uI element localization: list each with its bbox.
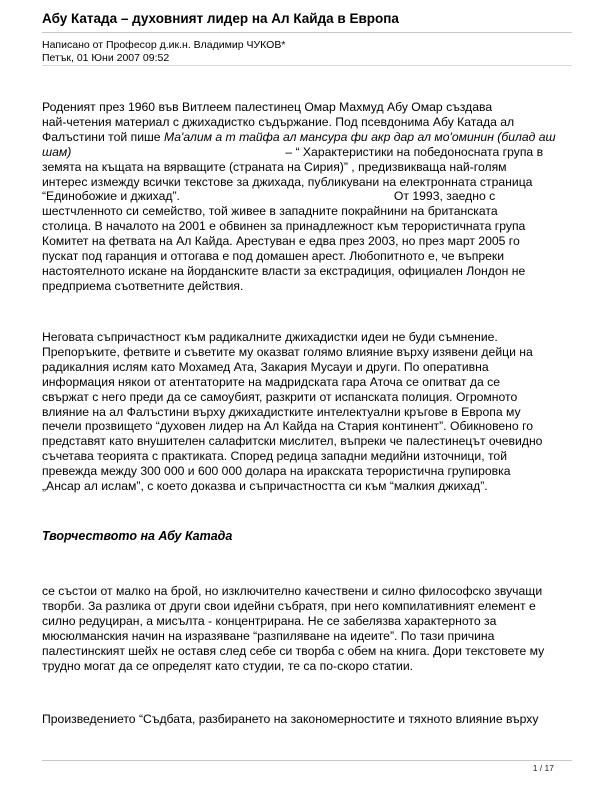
text-line: пускат под гаранция и оттогава е под домашен арест. Любопитното е, че въпреки: [42, 249, 505, 264]
author-line: Написано от Професор д.ик.н. Владимир ЧУКОВ*: [42, 39, 286, 51]
text-line: радикалния ислям като Мохамед Ата, Закария Мусауи и други. По оперативна: [42, 359, 489, 374]
footer-divider: [42, 760, 572, 761]
text-line: Произведението “Съдбата, разбирането на закономерностите и тяхното влияние върху: [42, 712, 539, 726]
text-line: Препоръките, фетвите и съветите му оказват голямо влияние върху изявени дейци на: [42, 344, 533, 359]
title-divider: [42, 32, 572, 33]
text-run: Фалъстини той пише: [42, 129, 164, 144]
text-line: предприема съответните действия.: [42, 278, 244, 293]
article-title: Абу Катада – духовният лидер на Ал Кайда в Европа: [42, 11, 399, 26]
paragraph-2: [42, 330, 572, 494]
text-line: печели прозвището “духовен лидер на Ал Кайда на Стария континент”. Обикновено го: [42, 419, 534, 434]
paragraph-4: [42, 712, 572, 727]
text-line: столица. В началото на 2001 е обвинен за принадлежност към терористичната група: [42, 219, 526, 234]
text-line: шестчленното си семейство, той живее в западните покрайнини на британската: [42, 204, 498, 219]
text-line: Роденият през 1960 във Витлеем палестинец Омар Махмуд Абу Омар създава: [42, 100, 493, 114]
text-line: мюсюлманския начин на изразяване “разпиляване на идеите”. По тази причина: [42, 628, 495, 643]
text-line: трудно могат да се определят като студии, те са по-скоро статии.: [42, 658, 414, 673]
text-line: творби. За разлика от други свои идейни събратя, при него компилативният елемент е: [42, 598, 536, 613]
text-line: силно редуциран, а мисълта - концентрирана. Не се забелязва характерното за: [42, 613, 497, 628]
section-heading: Творчеството на Абу Катада: [42, 529, 233, 543]
italic-title-run: шам): [42, 144, 72, 159]
text-line: интерес измежду всички текстове за джихада, публикувани на електронната страница: [42, 174, 533, 189]
article-meta: [42, 39, 285, 65]
text-line: земята на къщата на вярващите (страната на Сирия)” , предизвикваща най-голям: [42, 159, 507, 174]
text-line: съчетава теорията с практиката. Според редица западни медийни източници, той: [42, 449, 508, 464]
text-line: [42, 189, 572, 204]
text-run: От 1993, заедно с: [393, 189, 496, 204]
text-line: свържат с него преди да се самоубият, разкрити от испанската полиция. Огромното: [42, 389, 518, 404]
text-line: Комитет на фетвата на Ал Кайда. Арестуван е едва през 2003, но през март 2005 го: [42, 234, 520, 249]
italic-title-run: Ма'алим а т тайфа ал мансура фи акр дар ал мо'оминин (билад аш: [163, 129, 556, 144]
text-line: влияние на ал Фалъстини върху джихадистките интелектуални кръгове в Европа му: [42, 404, 521, 419]
meta-divider: [42, 65, 572, 66]
page-number: 1 / 17: [532, 763, 554, 773]
text-run: “Единобожие и джихад”.: [42, 189, 180, 204]
text-line: настоятелното искане на йорданските власти за екстрадиция, официален Лондон не: [42, 263, 526, 278]
text-line: представят като внушителен салафитски мислител, въпреки че палестинецът очевидно: [42, 434, 543, 449]
paragraph-3: [42, 584, 572, 673]
text-run: – “ Характеристики на победоносната група в: [285, 144, 544, 159]
text-line: най-четения материал с джихадистко съдържание. Под псевдонима Абу Катада ал: [42, 114, 515, 129]
text-line: информация някои от атентаторите на мадридската гара Аточа се опитват да се: [42, 374, 501, 389]
text-line: превежда между 300 000 и 600 000 долара на иракската терористична групировка: [42, 464, 511, 479]
text-line: „Ансар ал ислам”, с което доказва и съпричастността си към “малкия джихад”.: [42, 479, 488, 494]
text-line: Неговата съпричастност към радикалните джихадистки идеи не буди съмнение.: [42, 330, 498, 344]
date-line: Петък, 01 Юни 2007 09:52: [42, 52, 170, 64]
text-line: палестинският шейх не оставя след себе си творба с обем на книга. Дори текстовете му: [42, 643, 545, 658]
text-line: [42, 130, 572, 145]
text-line: се състои от малко на брой, но изключително качествени и силно философско звучащи: [42, 584, 543, 598]
text-line: [42, 145, 572, 160]
paragraph-1: [42, 100, 572, 294]
